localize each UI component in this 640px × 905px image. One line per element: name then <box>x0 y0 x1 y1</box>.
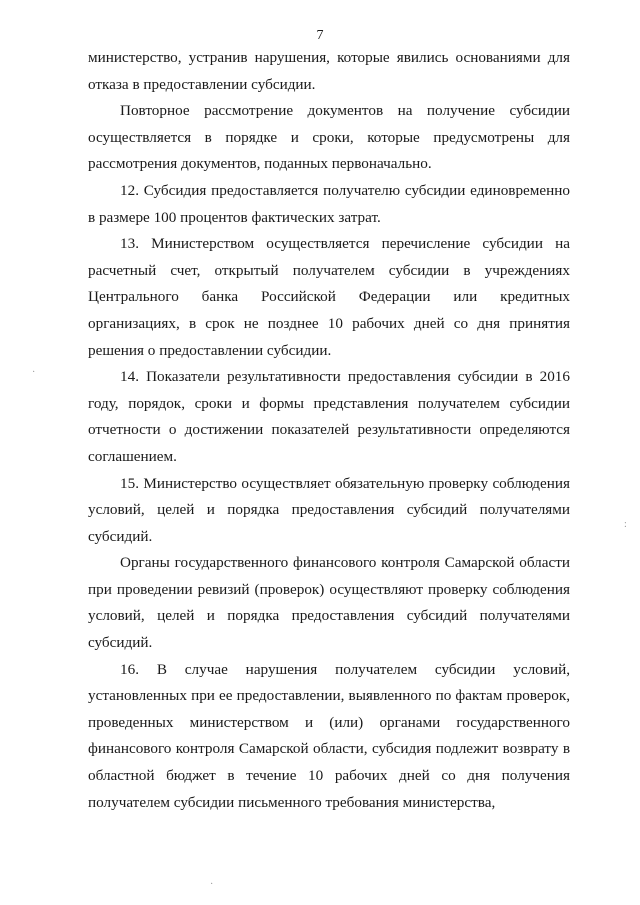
document-body <box>88 45 570 816</box>
scan-artifact-mark: · <box>32 367 36 378</box>
paragraph-14: 14. Показатели результативности предоставления субсидии в 2016 году, порядок, сроки и формы представления получателем субсидии отчетности о достижении показателей результативности определяются соглашением. <box>88 368 570 465</box>
paragraph-control-bodies: Органы государственного финансового контроля Самарской области при проведении ревизий (проверок) осуществляют проверку соблюдения условий, целей и порядка предоставления субсидий получателями субсидий. <box>88 554 570 652</box>
paragraph-continuation: министерство, устранив нарушения, которые явились основаниями для отказа в предоставлении субсидии. <box>88 49 570 93</box>
page-number: 7 <box>316 28 324 43</box>
paragraph-15: 15. Министерство осуществляет обязательную проверку соблюдения условий, целей и порядка предоставления субсидий получателями субсидий. <box>88 474 570 545</box>
paragraph-12: 12. Субсидия предоставляется получателю субсидии единовременно в размере 100 процентов фактических затрат. <box>88 181 570 226</box>
scan-artifact-mark: · <box>210 879 214 890</box>
paragraph-13: 13. Министерством осуществляется перечисление субсидии на расчетный счет, открытый получателем субсидии в учреждениях Центрального банка Российской Федерации или кредитных организациях, в срок не позднее 10 рабочих дней со дня принятия решения о предоставлении субсидии. <box>88 235 570 359</box>
scan-artifact-mark: : <box>624 519 627 530</box>
paragraph-16: 16. В случае нарушения получателем субсидии условий, установленных при ее предоставлении, выявленного по фактам проверок, проведенных министерством и (или) органами государственного финансового контроля Самарской области, субсидия подлежит возврату в областной бюджет в течение 10 рабочих дней со дня получения получателем субсидии письменного требования министерства, <box>88 660 570 811</box>
paragraph-resubmission: Повторное рассмотрение документов на получение субсидии осуществляется в порядке и сроки, которые предусмотрены для рассмотрения документов, поданных первоначально. <box>88 102 570 173</box>
